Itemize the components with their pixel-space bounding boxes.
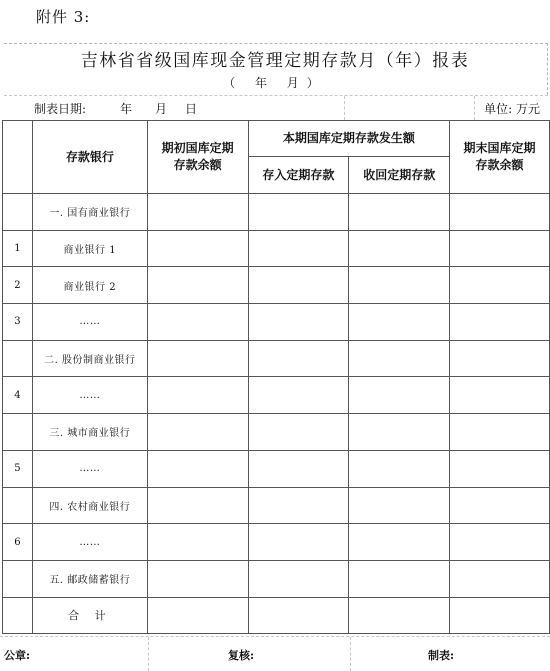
bank-name: …… [32,524,147,561]
table-cell[interactable] [147,230,248,267]
table-cell[interactable] [349,194,450,231]
table-cell[interactable] [450,450,550,487]
deposit-report-table [2,120,550,634]
table-cell[interactable] [147,267,248,304]
table-cell[interactable] [248,304,349,341]
row-index: 2 [3,267,33,304]
bank-name: 二. 股份制商业银行 [32,340,147,377]
current-period-header: 本期国库定期存款发生额 [248,121,450,157]
bank-name: …… [32,377,147,414]
table-cell[interactable] [450,487,550,524]
table-cell[interactable] [147,194,248,231]
table-row [3,194,550,231]
bank-name: 商业银行 2 [32,267,147,304]
bank-name: 四. 农村商业银行 [32,487,147,524]
table-cell[interactable] [147,597,248,634]
table-cell [3,597,33,634]
table-cell[interactable] [248,450,349,487]
closing-balance-header: 期末国库定期存款余额 [450,121,550,194]
footer-divider [350,637,351,671]
table-row [3,377,550,414]
table-cell[interactable] [248,524,349,561]
index-column-header [3,121,33,194]
row-index [3,340,33,377]
attachment-label: 附件 3: [36,8,91,26]
table-cell[interactable] [248,194,349,231]
bank-name: 五. 邮政储蓄银行 [32,560,147,597]
deposit-header: 存入定期存款 [248,157,349,194]
row-index: 3 [3,304,33,341]
table-row [3,304,550,341]
bank-name: 一. 国有商业银行 [32,194,147,231]
table-cell[interactable] [248,597,349,634]
unit-label: 单位: 万元 [484,102,540,116]
table-body [3,194,550,598]
total-row [3,597,550,634]
row-index: 5 [3,450,33,487]
report-title: 吉林省省级国库现金管理定期存款月（年）报表 [80,51,470,71]
table-cell[interactable] [248,487,349,524]
table-row [3,267,550,304]
table-cell[interactable] [450,194,550,231]
table-cell[interactable] [147,524,248,561]
table-header-row [3,121,550,157]
table-cell[interactable] [248,414,349,451]
report-meta-row [4,95,548,120]
table-cell[interactable] [349,230,450,267]
bank-column-header: 存款银行 [32,121,147,194]
date-month-field: 月 [155,102,168,116]
preparer-label: 制表: [428,649,455,662]
bank-name: …… [32,304,147,341]
date-day-field: 日 [185,102,198,116]
row-index: 1 [3,230,33,267]
meta-divider [344,96,345,120]
bank-name: 三. 城市商业银行 [32,414,147,451]
bank-name: …… [32,450,147,487]
seal-label: 公章: [4,649,31,662]
table-cell[interactable] [248,340,349,377]
table-cell[interactable] [450,597,550,634]
table-cell[interactable] [248,560,349,597]
report-period: （ 年 月） [223,76,327,90]
table-row [3,560,550,597]
opening-balance-header: 期初国库定期存款余额 [147,121,248,194]
table-cell[interactable] [147,450,248,487]
table-row [3,230,550,267]
row-index [3,414,33,451]
footer-divider [148,637,149,671]
row-index: 6 [3,524,33,561]
table-row [3,340,550,377]
table-cell[interactable] [349,414,450,451]
table-cell[interactable] [450,524,550,561]
table-cell[interactable] [147,560,248,597]
date-label: 制表日期: [34,102,87,116]
row-index [3,487,33,524]
table-cell[interactable] [349,597,450,634]
table-cell[interactable] [450,267,550,304]
total-label: 合 计 [32,597,147,634]
table-cell[interactable] [450,560,550,597]
table-row [3,414,550,451]
row-index: 4 [3,377,33,414]
table-cell[interactable] [450,377,550,414]
table-cell[interactable] [147,304,248,341]
table-cell[interactable] [349,267,450,304]
table-cell[interactable] [450,340,550,377]
table-cell[interactable] [147,414,248,451]
table-cell[interactable] [450,414,550,451]
table-cell[interactable] [248,377,349,414]
table-row [3,487,550,524]
withdraw-header: 收回定期存款 [349,157,450,194]
bank-name: 商业银行 1 [32,230,147,267]
table-row [3,450,550,487]
signature-footer [0,636,550,671]
table-cell[interactable] [147,487,248,524]
table-row [3,524,550,561]
table-cell[interactable] [349,304,450,341]
row-index [3,560,33,597]
table-cell[interactable] [147,377,248,414]
date-year-field: 年 [120,102,133,116]
table-cell[interactable] [248,267,349,304]
table-cell[interactable] [349,524,450,561]
table-cell[interactable] [349,340,450,377]
table-cell[interactable] [349,560,450,597]
table-cell[interactable] [450,304,550,341]
row-index [3,194,33,231]
table-cell[interactable] [248,230,349,267]
table-cell[interactable] [349,450,450,487]
meta-divider [474,96,475,120]
reviewer-label: 复核: [228,649,255,662]
table-cell[interactable] [349,377,450,414]
table-cell[interactable] [147,340,248,377]
table-cell[interactable] [349,487,450,524]
table-cell[interactable] [450,230,550,267]
